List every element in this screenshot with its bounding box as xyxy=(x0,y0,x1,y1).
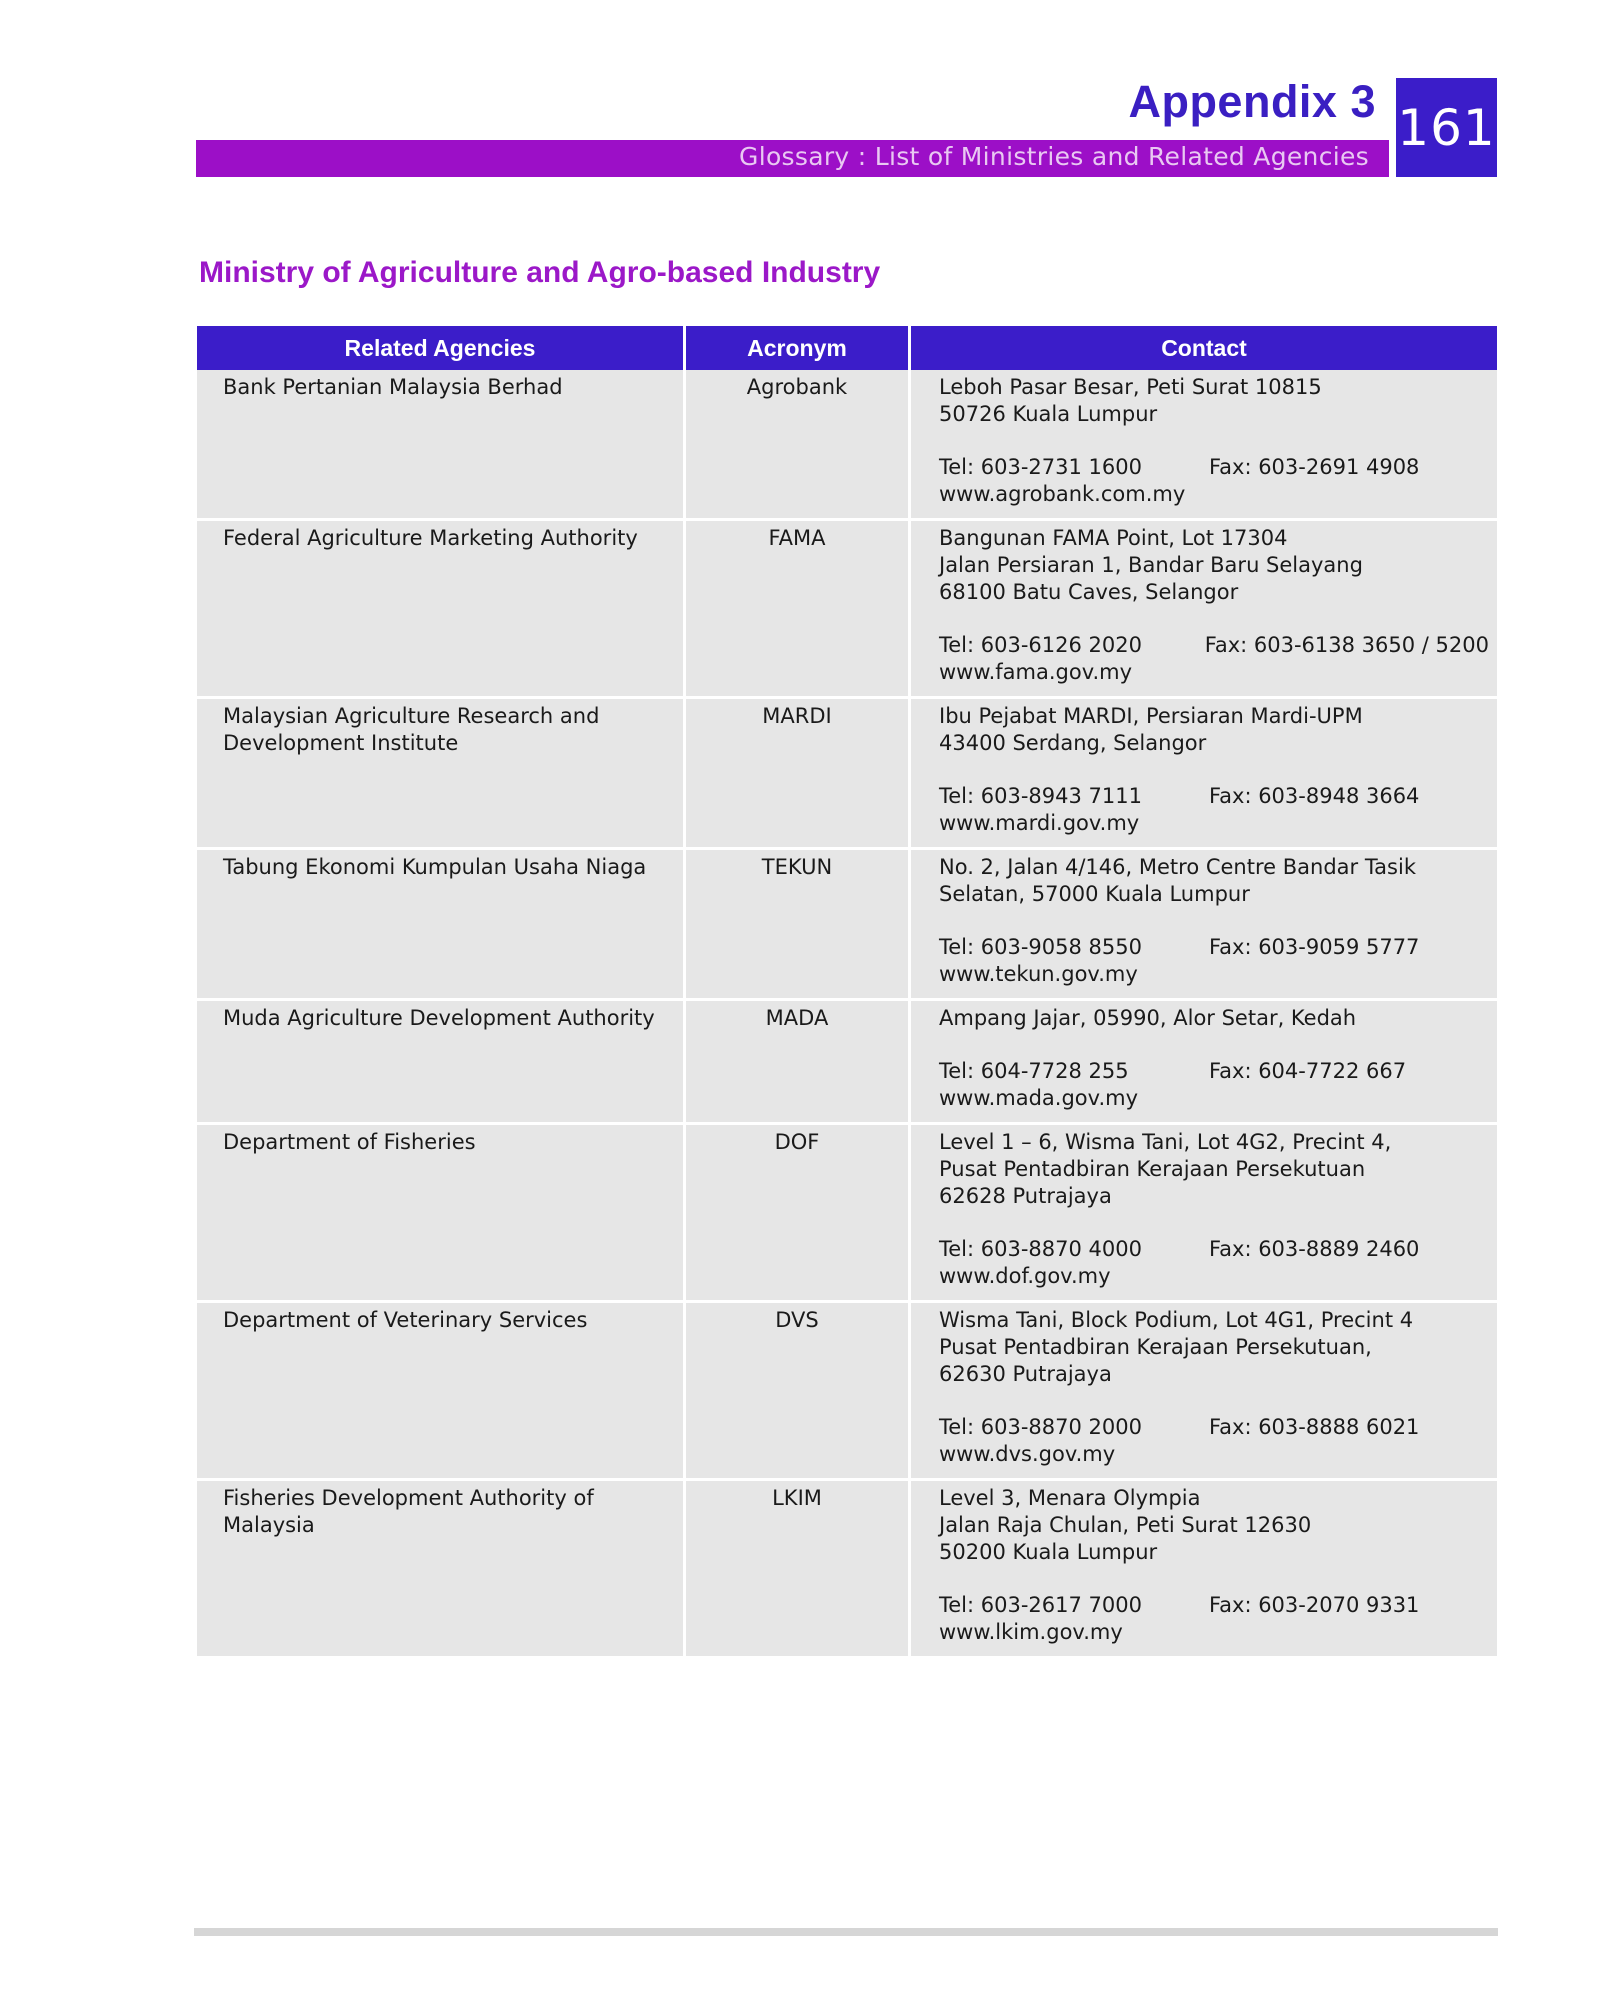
address-line: Ampang Jajar, 05990, Alor Setar, Kedah xyxy=(939,1006,1357,1030)
website-link[interactable]: www.tekun.gov.my xyxy=(939,962,1138,986)
column-header-contact: Contact xyxy=(911,326,1497,370)
agency-acronym: LKIM xyxy=(686,1481,908,1659)
agency-name: Tabung Ekonomi Kumpulan Usaha Niaga xyxy=(197,850,683,1001)
website-link[interactable]: www.dof.gov.my xyxy=(939,1264,1111,1288)
address-line: 50726 Kuala Lumpur xyxy=(939,402,1158,426)
table-body xyxy=(197,370,1497,1659)
page-number: 161 xyxy=(1396,78,1497,177)
address-line: Level 3, Menara Olympia xyxy=(939,1486,1201,1510)
agency-acronym: Agrobank xyxy=(686,370,908,521)
agency-contact xyxy=(911,699,1497,850)
table-header-row xyxy=(197,326,1497,370)
contact-spacer xyxy=(939,757,1489,783)
fax-number: Fax: 603-6138 3650 / 5200 xyxy=(1204,633,1489,657)
contact-spacer xyxy=(939,1210,1489,1236)
website-link[interactable]: www.fama.gov.my xyxy=(939,660,1133,684)
table-row xyxy=(197,1125,1497,1303)
tel-number: Tel: 603-2617 7000 xyxy=(939,1593,1142,1617)
contact-spacer xyxy=(939,606,1489,632)
tel-number: Tel: 603-8943 7111 xyxy=(939,784,1142,808)
column-header-acronym: Acronym xyxy=(686,326,908,370)
contact-spacer xyxy=(939,1032,1489,1058)
footer-rule xyxy=(194,1928,1498,1936)
website-link[interactable]: www.mardi.gov.my xyxy=(939,811,1140,835)
agency-acronym: MARDI xyxy=(686,699,908,850)
tel-fax-line xyxy=(939,783,1489,810)
address-line: 62630 Putrajaya xyxy=(939,1362,1112,1386)
table-row xyxy=(197,1001,1497,1125)
agency-contact xyxy=(911,1303,1497,1481)
address-line: Level 1 – 6, Wisma Tani, Lot 4G2, Precint 4, xyxy=(939,1130,1392,1154)
address-line: Pusat Pentadbiran Kerajaan Persekutuan, xyxy=(939,1335,1372,1359)
column-header-agencies: Related Agencies xyxy=(197,326,683,370)
tel-fax-line xyxy=(939,1414,1489,1441)
fax-number: Fax: 604-7722 667 xyxy=(1209,1059,1407,1083)
tel-fax-line xyxy=(939,1592,1489,1619)
tel-fax-line xyxy=(939,454,1489,481)
tel-fax-line xyxy=(939,1058,1489,1085)
section-heading: Ministry of Agriculture and Agro-based Industry xyxy=(199,256,881,289)
fax-number: Fax: 603-8888 6021 xyxy=(1209,1415,1420,1439)
contact-spacer xyxy=(939,428,1489,454)
tel-fax-line xyxy=(939,632,1489,659)
table-row xyxy=(197,370,1497,521)
website-link[interactable]: www.lkim.gov.my xyxy=(939,1620,1123,1644)
address-line: Wisma Tani, Block Podium, Lot 4G1, Precint 4 xyxy=(939,1308,1414,1332)
agency-name: Malaysian Agriculture Research and Development Institute xyxy=(197,699,683,850)
agency-acronym: TEKUN xyxy=(686,850,908,1001)
tel-number: Tel: 604-7728 255 xyxy=(939,1059,1129,1083)
agency-contact xyxy=(911,1001,1497,1125)
agency-contact xyxy=(911,370,1497,521)
address-line: No. 2, Jalan 4/146, Metro Centre Bandar Tasik xyxy=(939,855,1416,879)
fax-number: Fax: 603-2070 9331 xyxy=(1209,1593,1420,1617)
address-line: Selatan, 57000 Kuala Lumpur xyxy=(939,882,1250,906)
agency-name: Federal Agriculture Marketing Authority xyxy=(197,521,683,699)
tel-number: Tel: 603-8870 2000 xyxy=(939,1415,1142,1439)
agency-contact xyxy=(911,521,1497,699)
appendix-title: Appendix 3 xyxy=(1128,76,1376,127)
table-row xyxy=(197,850,1497,1001)
address-line: Jalan Persiaran 1, Bandar Baru Selayang xyxy=(939,553,1363,577)
agency-acronym: DOF xyxy=(686,1125,908,1303)
agency-contact xyxy=(911,1125,1497,1303)
table-row xyxy=(197,1481,1497,1659)
contact-spacer xyxy=(939,908,1489,934)
agency-name: Muda Agriculture Development Authority xyxy=(197,1001,683,1125)
tel-fax-line xyxy=(939,934,1489,961)
agency-acronym: DVS xyxy=(686,1303,908,1481)
website-link[interactable]: www.agrobank.com.my xyxy=(939,482,1186,506)
agency-name: Department of Fisheries xyxy=(197,1125,683,1303)
website-link[interactable]: www.mada.gov.my xyxy=(939,1086,1139,1110)
address-line: 50200 Kuala Lumpur xyxy=(939,1540,1158,1564)
address-line: Bangunan FAMA Point, Lot 17304 xyxy=(939,526,1288,550)
fax-number: Fax: 603-8948 3664 xyxy=(1209,784,1420,808)
agency-name: Fisheries Development Authority of Malaysia xyxy=(197,1481,683,1659)
address-line: Ibu Pejabat MARDI, Persiaran Mardi-UPM xyxy=(939,704,1363,728)
tel-number: Tel: 603-2731 1600 xyxy=(939,455,1142,479)
fax-number: Fax: 603-9059 5777 xyxy=(1209,935,1420,959)
fax-number: Fax: 603-2691 4908 xyxy=(1209,455,1420,479)
agency-acronym: MADA xyxy=(686,1001,908,1125)
address-line: Pusat Pentadbiran Kerajaan Persekutuan xyxy=(939,1157,1366,1181)
website-link[interactable]: www.dvs.gov.my xyxy=(939,1442,1116,1466)
agency-acronym: FAMA xyxy=(686,521,908,699)
agency-name: Department of Veterinary Services xyxy=(197,1303,683,1481)
tel-number: Tel: 603-6126 2020 xyxy=(939,633,1142,657)
table-row xyxy=(197,521,1497,699)
agency-name: Bank Pertanian Malaysia Berhad xyxy=(197,370,683,521)
tel-number: Tel: 603-8870 4000 xyxy=(939,1237,1142,1261)
address-line: 68100 Batu Caves, Selangor xyxy=(939,580,1239,604)
agency-contact xyxy=(911,850,1497,1001)
tel-fax-line xyxy=(939,1236,1489,1263)
subtitle-bar xyxy=(196,140,1389,177)
contact-spacer xyxy=(939,1388,1489,1414)
agency-contact xyxy=(911,1481,1497,1659)
fax-number: Fax: 603-8889 2460 xyxy=(1209,1237,1420,1261)
address-line: Jalan Raja Chulan, Peti Surat 12630 xyxy=(939,1513,1312,1537)
subtitle-text: Glossary : List of Ministries and Related Agencies xyxy=(739,142,1369,171)
agencies-table xyxy=(194,326,1500,1659)
tel-number: Tel: 603-9058 8550 xyxy=(939,935,1142,959)
address-line: 43400 Serdang, Selangor xyxy=(939,731,1207,755)
table-row xyxy=(197,1303,1497,1481)
address-line: Leboh Pasar Besar, Peti Surat 10815 xyxy=(939,375,1322,399)
address-line: 62628 Putrajaya xyxy=(939,1184,1112,1208)
table-row xyxy=(197,699,1497,850)
contact-spacer xyxy=(939,1566,1489,1592)
